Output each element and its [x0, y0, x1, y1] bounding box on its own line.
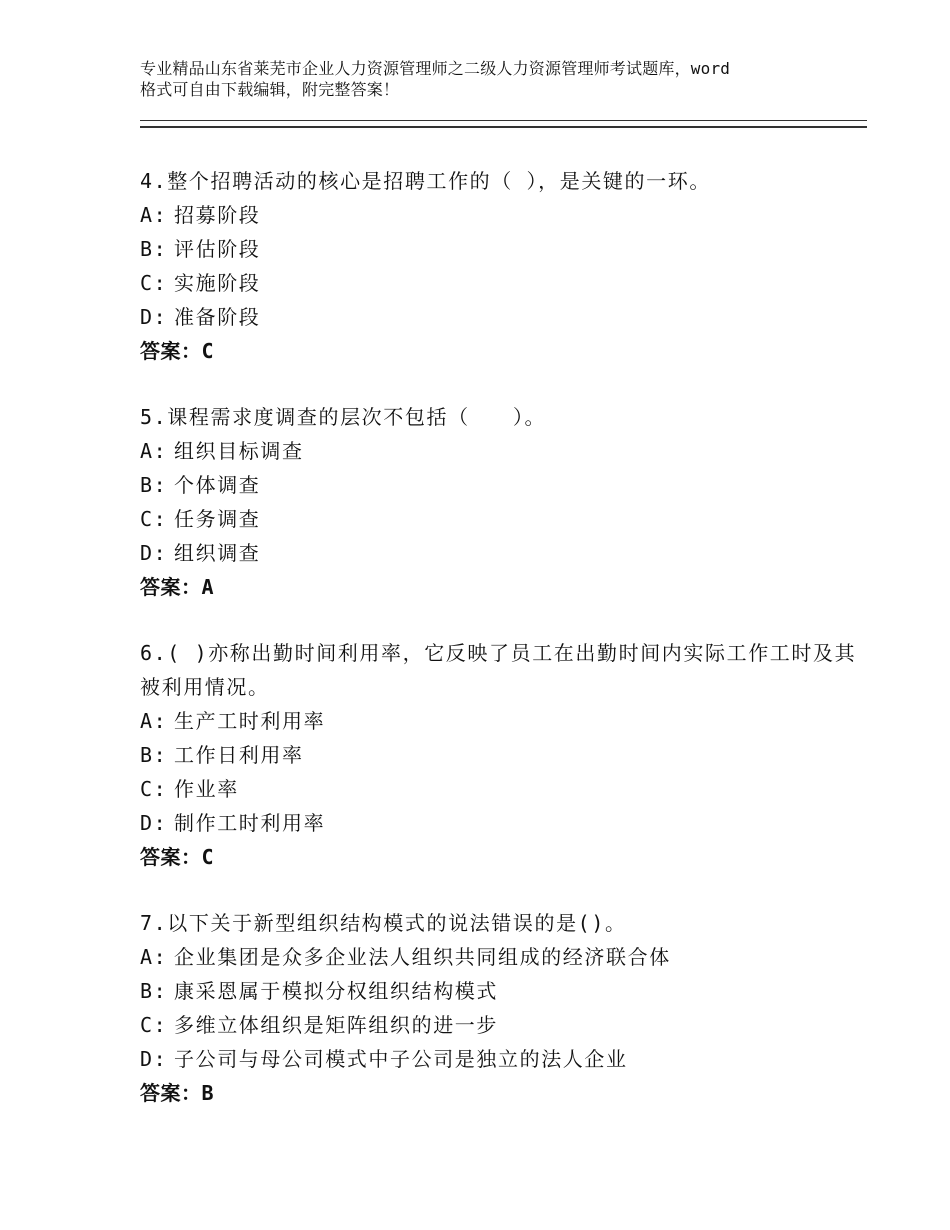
option-d [140, 1042, 870, 1076]
header-line-1: 专业精品山东省莱芜市企业人力资源管理师之二级人力资源管理师考试题库，word [140, 59, 731, 78]
answer-prefix: 答案： [140, 575, 202, 599]
answer-value: A [201, 575, 215, 599]
option-letter: A: [140, 945, 168, 969]
answer-prefix: 答案： [140, 1081, 202, 1105]
header-divider [140, 120, 867, 128]
option-a [140, 434, 870, 468]
option-b [140, 974, 870, 1008]
option-a [140, 198, 870, 232]
option-b [140, 738, 870, 772]
answer-value: B [201, 1081, 215, 1105]
option-text: 企业集团是众多企业法人组织共同组成的经济联合体 [174, 945, 671, 969]
option-letter: C: [140, 507, 168, 531]
answer-line [140, 334, 870, 368]
option-text: 组织目标调查 [174, 439, 304, 463]
option-text: 康采恩属于模拟分权组织结构模式 [174, 979, 498, 1003]
option-b [140, 468, 870, 502]
question-4 [140, 164, 870, 368]
option-text: 准备阶段 [174, 305, 261, 329]
option-text: 生产工时利用率 [174, 709, 326, 733]
option-text: 组织调查 [174, 541, 261, 565]
option-letter: C: [140, 777, 168, 801]
option-letter: A: [140, 709, 168, 733]
option-d [140, 536, 870, 570]
question-stem: 4.整个招聘活动的核心是招聘工作的（ ），是关键的一环。 [140, 169, 711, 193]
option-text: 工作日利用率 [174, 743, 304, 767]
option-letter: D: [140, 305, 168, 329]
option-text: 个体调查 [174, 473, 261, 497]
option-c [140, 772, 870, 806]
option-letter: A: [140, 203, 168, 227]
option-letter: B: [140, 237, 168, 261]
question-stem: 5.课程需求度调查的层次不包括（ ）。 [140, 405, 547, 429]
answer-prefix: 答案： [140, 845, 202, 869]
answer-line [140, 1076, 870, 1110]
option-letter: C: [140, 1013, 168, 1037]
option-letter: A: [140, 439, 168, 463]
option-b [140, 232, 870, 266]
option-text: 任务调查 [174, 507, 261, 531]
answer-line [140, 840, 870, 874]
question-7 [140, 906, 870, 1110]
option-letter: B: [140, 979, 168, 1003]
option-c [140, 1008, 870, 1042]
question-6 [140, 636, 870, 874]
answer-value: C [201, 339, 215, 363]
question-5 [140, 400, 870, 604]
option-d [140, 806, 870, 840]
option-c [140, 502, 870, 536]
question-stem: 6.( )亦称出勤时间利用率，它反映了员工在出勤时间内实际工作工时及其被利用情况。 [140, 641, 857, 699]
question-list [140, 164, 870, 1142]
option-text: 招募阶段 [174, 203, 261, 227]
option-letter: B: [140, 473, 168, 497]
header-line-2: 格式可自由下载编辑，附完整答案！ [140, 80, 400, 99]
option-text: 作业率 [174, 777, 239, 801]
option-letter: D: [140, 541, 168, 565]
option-a [140, 704, 870, 738]
document-header [140, 58, 840, 100]
option-a [140, 940, 870, 974]
option-text: 实施阶段 [174, 271, 261, 295]
option-letter: D: [140, 1047, 168, 1071]
option-letter: D: [140, 811, 168, 835]
option-letter: C: [140, 271, 168, 295]
option-text: 制作工时利用率 [174, 811, 326, 835]
option-text: 子公司与母公司模式中子公司是独立的法人企业 [174, 1047, 628, 1071]
answer-value: C [201, 845, 215, 869]
answer-line [140, 570, 870, 604]
option-d [140, 300, 870, 334]
option-letter: B: [140, 743, 168, 767]
option-text: 多维立体组织是矩阵组织的进一步 [174, 1013, 498, 1037]
option-text: 评估阶段 [174, 237, 261, 261]
answer-prefix: 答案： [140, 339, 202, 363]
question-stem: 7.以下关于新型组织结构模式的说法错误的是()。 [140, 911, 627, 935]
option-c [140, 266, 870, 300]
